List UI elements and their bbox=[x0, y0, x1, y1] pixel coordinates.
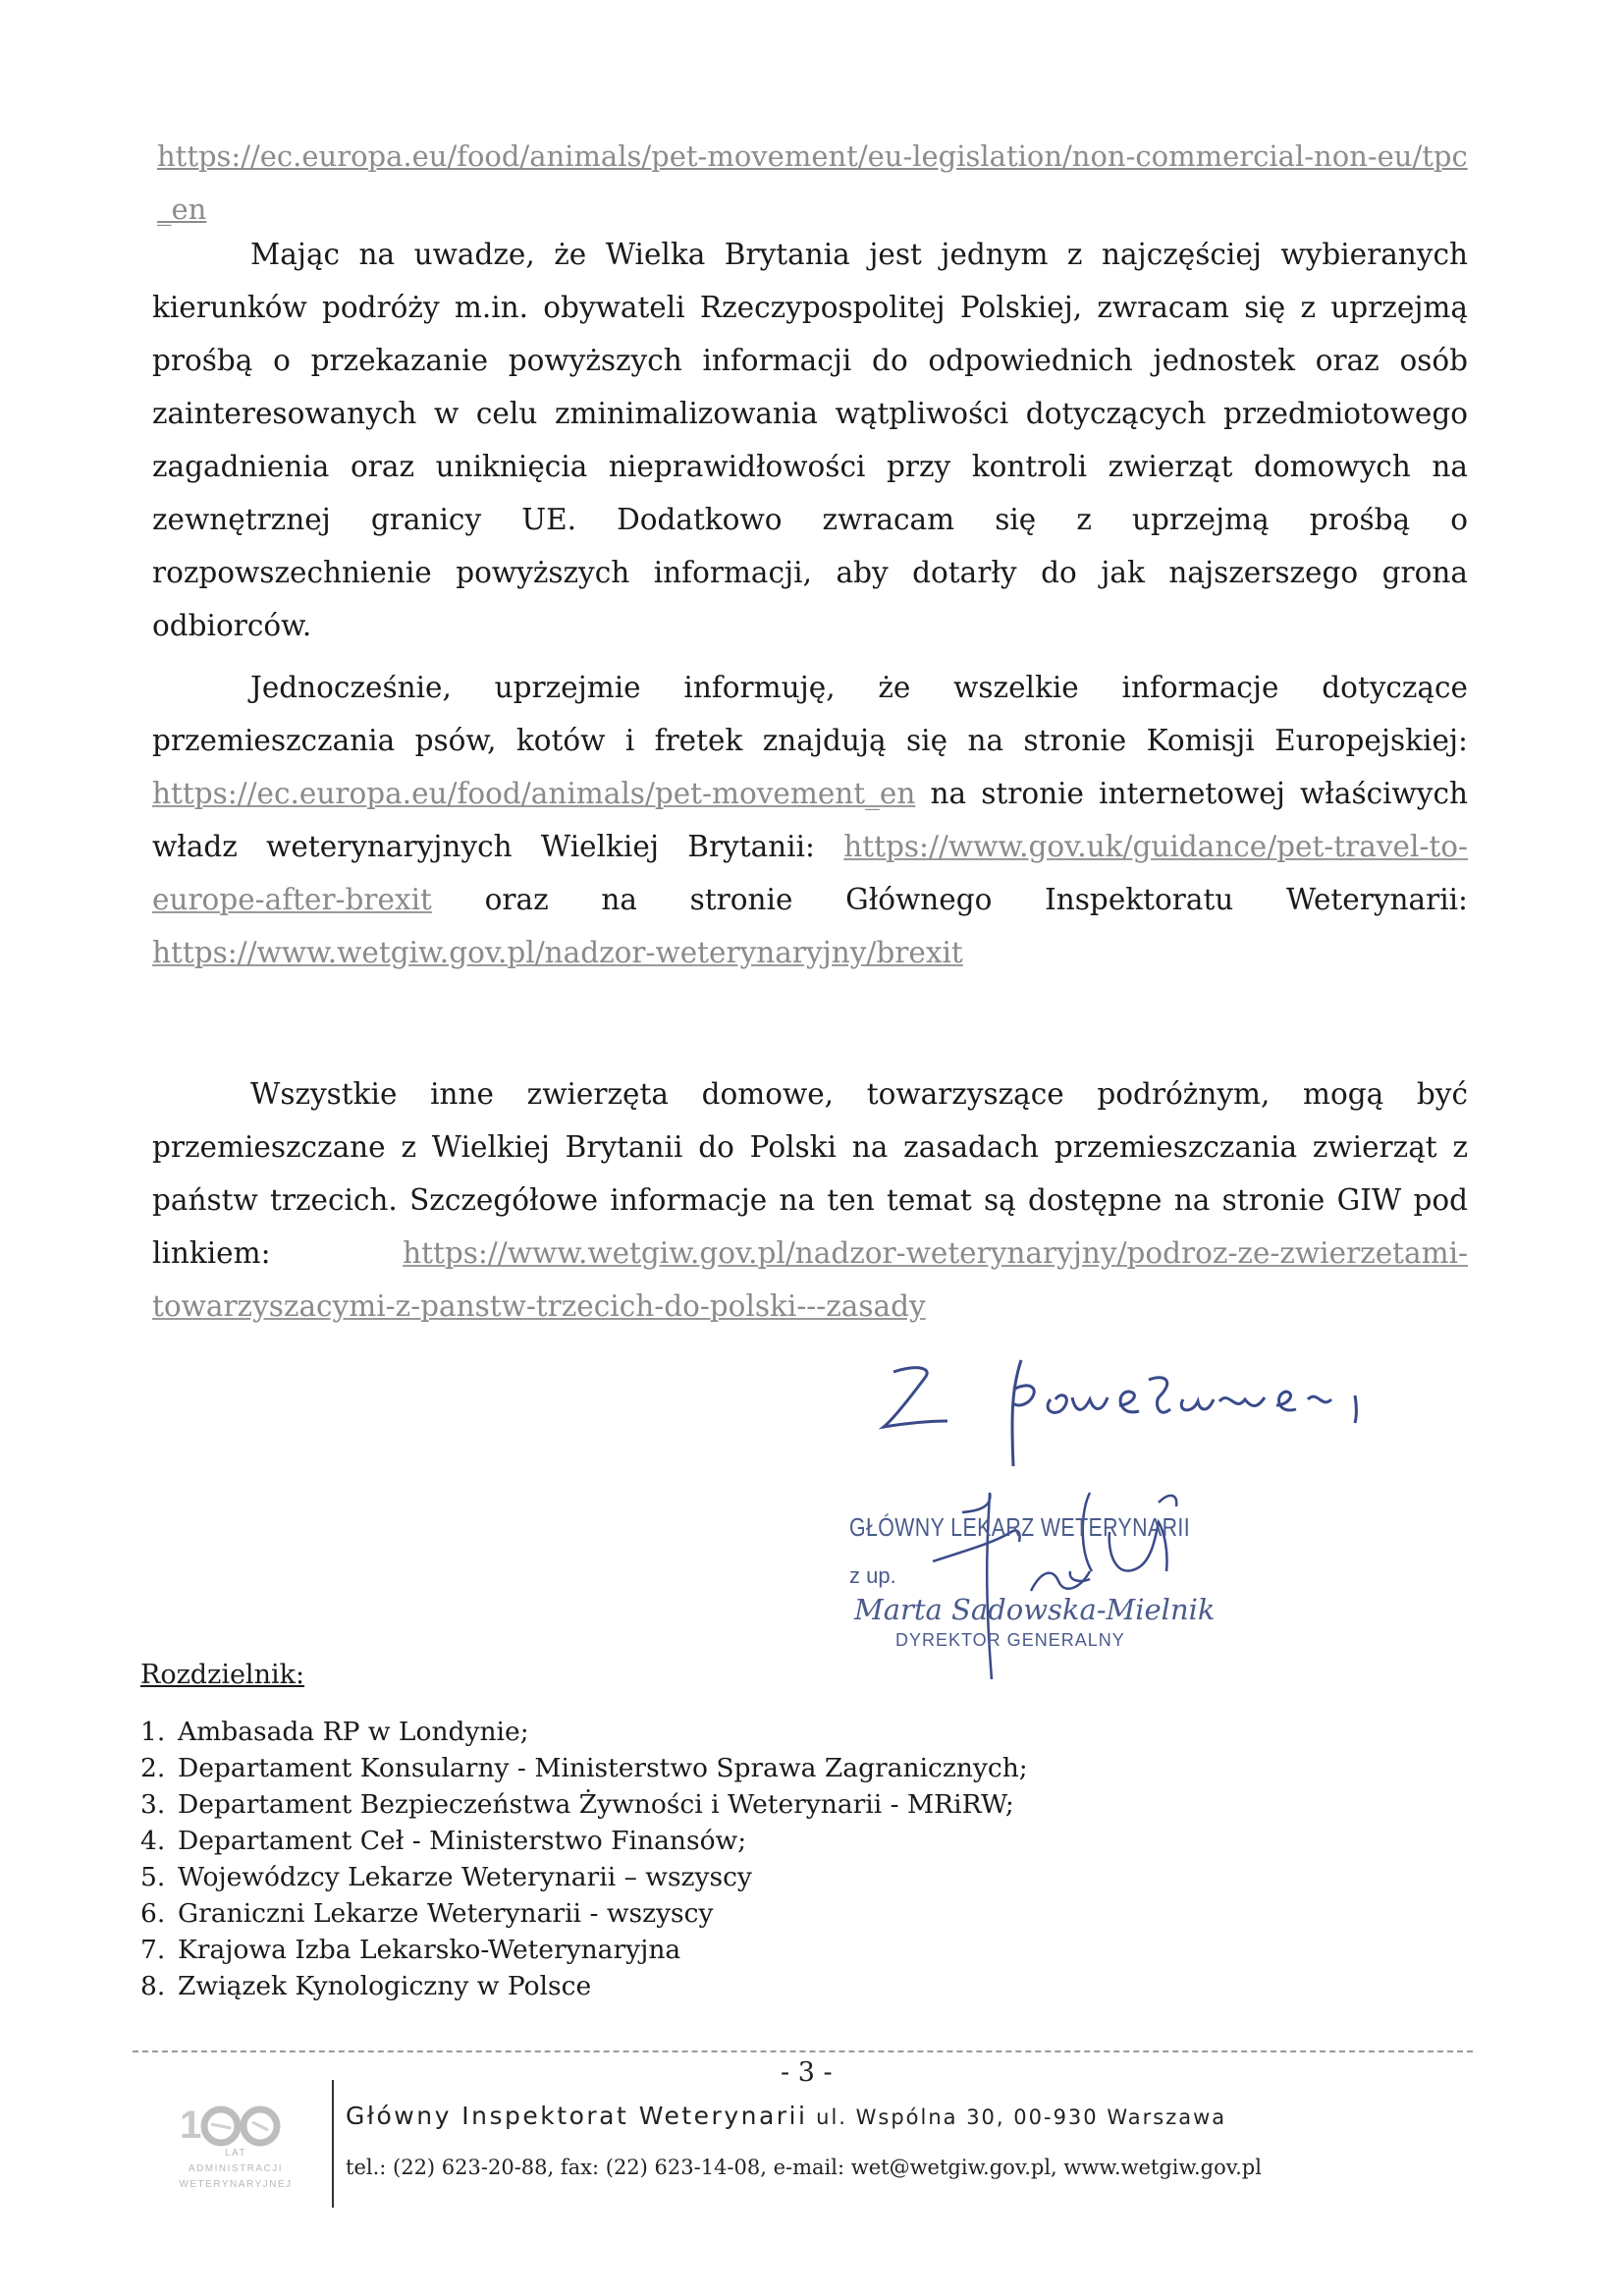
paragraph-other-animals bbox=[152, 1067, 1468, 1333]
signature bbox=[933, 1473, 1227, 1689]
list-item bbox=[140, 1750, 1028, 1786]
list-number: 5. bbox=[140, 1862, 166, 1892]
gov-uk-pet-travel-link[interactable]: https://www.gov.uk/guidance/pet-travel-to-europe-after-brexit bbox=[152, 830, 1468, 916]
list-number: 7. bbox=[140, 1935, 166, 1965]
page-number: - 3 - bbox=[781, 2057, 833, 2088]
paragraph-text: Jednocześnie, uprzejmie informuję, że wszelkie informacje dotyczące przemieszczania psów, kotów i fretek znajdują się na stronie Komisji Europejskiej: bbox=[152, 671, 1468, 757]
logo-text: LAT bbox=[224, 2148, 247, 2159]
footer-address: ul. Wspólna 30, 00-930 Warszawa bbox=[807, 2105, 1227, 2129]
list-item bbox=[140, 1786, 1028, 1823]
logo-text: ADMINISTRACJI bbox=[188, 2163, 284, 2174]
list-text: Wojewódzcy Lekarze Weterynarii – wszyscy bbox=[178, 1862, 752, 1892]
list-item bbox=[140, 1932, 1028, 1968]
stamp-title: GŁÓWNY LEKARZ WETERYNARII bbox=[849, 1512, 1191, 1542]
list-item bbox=[140, 1895, 1028, 1932]
list-text: Krajowa Izba Lekarsko-Weterynaryjna bbox=[178, 1935, 681, 1965]
paragraph-uk-travel: Mając na uwadze, że Wielka Brytania jest jednym z najczęściej wybieranych kierunków podróży m.in. obywateli Rzeczypospolitej Polskiej, zwracam się z uprzejmą prośbą o przekazanie powyższych informacji do odpowiednich jednostek oraz osób zainteresowanych w celu zminimalizowania wątpliwości dotyczących przedmiotowego zagadnienia oraz uniknięcia nieprawidłowości przy kontroli zwierząt domowych na zewnętrznej granicy UE. Dodatkowo zwracam się z uprzejmą prośbą o rozpowszechnienie powyższych informacji, aby dotarły do jak najszerszego grona odbiorców. bbox=[152, 238, 1468, 642]
stamp-zup: z up. bbox=[849, 1563, 896, 1588]
footer-org: Główny Inspektorat Weterynarii bbox=[346, 2102, 808, 2130]
giw-brexit-link[interactable]: https://www.wetgiw.gov.pl/nadzor-weterynaryjny/brexit bbox=[152, 936, 963, 969]
list-item bbox=[140, 1714, 1028, 1750]
paragraph-text: na stronie internetowej właściwych władz weterynaryjnych Wielkiej Brytanii: bbox=[152, 777, 1468, 863]
list-number: 4. bbox=[140, 1826, 166, 1856]
stamp-name: Marta Sadowska-Mielnik bbox=[854, 1593, 1216, 1626]
stamp-role: DYREKTOR GENERALNY bbox=[895, 1630, 1125, 1650]
paragraph-text: oraz na stronie Głównego Inspektoratu Weterynarii: bbox=[431, 883, 1468, 916]
list-number: 2. bbox=[140, 1753, 166, 1783]
eu-legislation-link[interactable]: https://ec.europa.eu/food/animals/pet-movement/eu-legislation/non-commercial-non-eu/tpc_en bbox=[157, 139, 1468, 226]
list-number: 3. bbox=[140, 1789, 166, 1820]
giw-third-countries-link[interactable]: https://www.wetgiw.gov.pl/nadzor-weterynaryjny/podroz-ze-zwierzetami-towarzyszacymi-z-panstw-trzecich-do-polski---zasady bbox=[152, 1236, 1468, 1323]
list-item bbox=[140, 1859, 1028, 1895]
list-number: 8. bbox=[140, 1971, 166, 2001]
logo-text: WETERYNARYJNEJ bbox=[179, 2179, 293, 2190]
distribution-title: Rozdzielnik: bbox=[140, 1660, 305, 1690]
ec-pet-movement-link[interactable]: https://ec.europa.eu/food/animals/pet-movement_en bbox=[152, 777, 916, 810]
distribution-list bbox=[140, 1714, 1028, 2004]
footer-divider bbox=[133, 2050, 1473, 2052]
list-text: Departament Ceł - Ministerstwo Finansów; bbox=[178, 1826, 747, 1856]
list-text: Ambasada RP w Londynie; bbox=[178, 1717, 529, 1747]
handwritten-closing bbox=[864, 1350, 1414, 1468]
list-item bbox=[140, 1968, 1028, 2004]
list-item bbox=[140, 1823, 1028, 1859]
list-number: 1. bbox=[140, 1717, 166, 1747]
paragraph-text: Wszystkie inne zwierzęta domowe, towarzyszące podróżnym, mogą być przemieszczane z Wielkiej Brytanii do Polski na zasadach przemieszczania zwierząt z państw trzecich. Szczegółowe informacje na ten temat są dostępne na stronie GIW pod linkiem: bbox=[152, 1077, 1468, 1270]
footer-org-line bbox=[346, 2102, 1226, 2130]
footer-vertical-divider bbox=[332, 2080, 334, 2208]
footer-contact: tel.: (22) 623-20-88, fax: (22) 623-14-08, e-mail: wet@wetgiw.gov.pl, www.wetgiw.gov.pl bbox=[346, 2156, 1262, 2179]
list-text: Związek Kynologiczny w Polsce bbox=[178, 1971, 592, 2001]
list-text: Departament Konsularny - Ministerstwo Sprawa Zagranicznych; bbox=[178, 1753, 1028, 1783]
list-text: Departament Bezpieczeństwa Żywności i Weterynarii - MRiRW; bbox=[178, 1789, 1014, 1820]
paragraph-info-sources bbox=[152, 661, 1468, 979]
list-number: 6. bbox=[140, 1898, 166, 1929]
svg-text:1: 1 bbox=[180, 2104, 202, 2147]
list-text: Graniczni Lekarze Weterynarii - wszyscy bbox=[178, 1898, 714, 1929]
